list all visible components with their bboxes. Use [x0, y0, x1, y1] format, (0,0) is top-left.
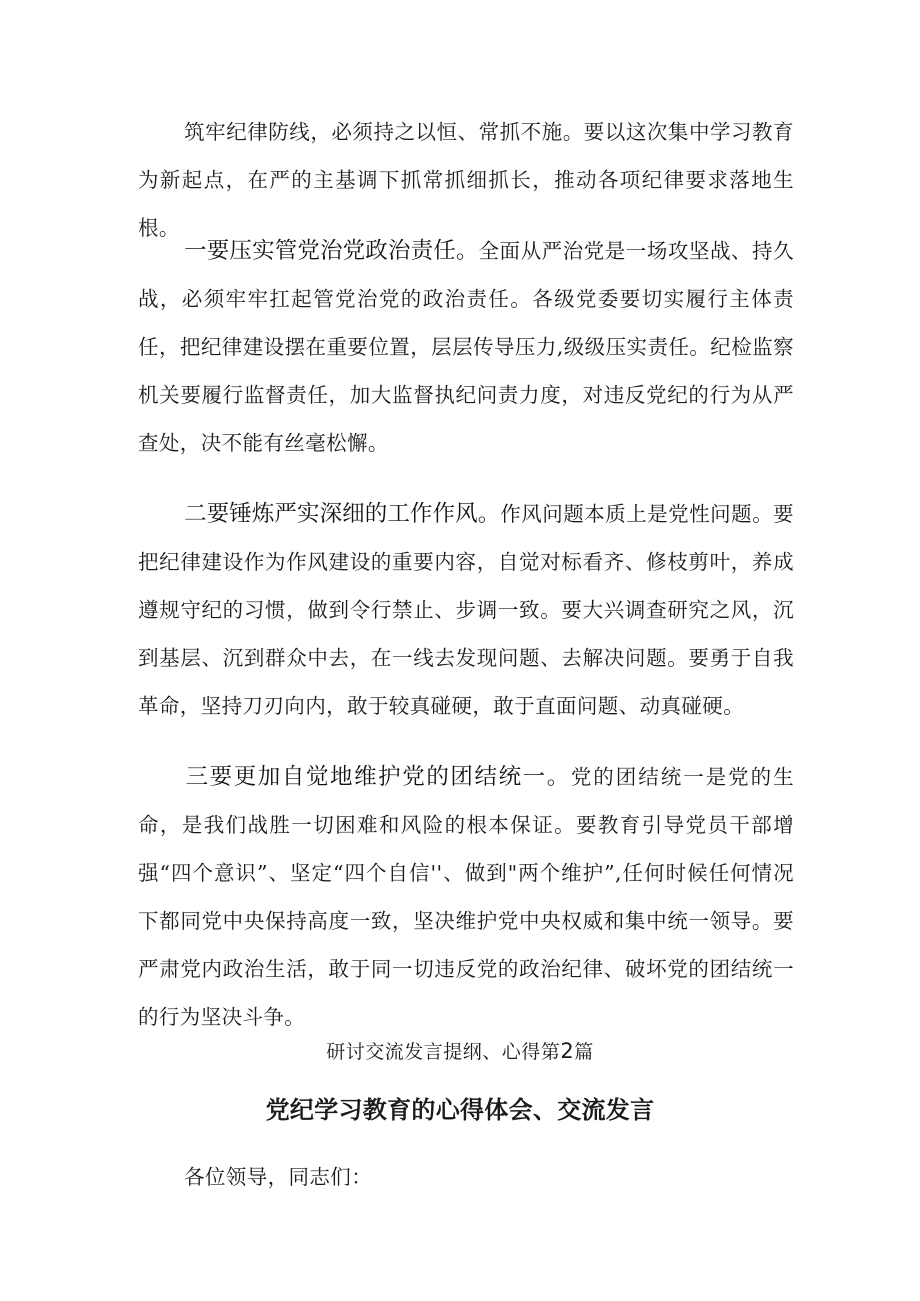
salutation: 各位领导，同志们：	[184, 1165, 373, 1189]
paragraph-text: 作风问题本质上是党性问题。要把纪律建设作为作风建设的重要内容，自觉对标看齐、修枝剪叶，养成遵规守纪的习惯，做到令行禁止、步调一致。要大兴调查研究之风，沉到基层、沉到群众中去，在一线去发现问题、去解决问题。要勇于自我革命，坚持刀刃向内，敢于较真碰硬，敢于直面问题、动真碰硬。	[138, 502, 794, 718]
document-title: 党纪学习教育的心得体会、交流发言	[265, 1096, 655, 1124]
paragraph-text: 筑牢纪律防线，必须持之以恒、常抓不施。要以这次集中学习教育为新起点，在严的主基调下抓常抓细抓长，推动各项纪律要求落地生根。	[138, 120, 794, 240]
paragraph-lead-heading: 一要压实管党治党政治责任。	[184, 238, 479, 264]
section-number: 2	[560, 1039, 575, 1063]
paragraph-point-two	[138, 490, 794, 730]
paragraph-point-three	[138, 753, 794, 1041]
paragraph-point-one	[138, 227, 794, 467]
paragraph-lead-heading: 二要锤炼严实深细的工作作风。	[184, 501, 501, 527]
paragraph-text: 党的团结统一是党的生命，是我们战胜一切困难和风险的根本保证。要教育引导党员干部增强“四个意识”、坚定“四个自信''、做到"两个维护”,任何时候任何情况下都同党中央保持高度一致，坚决维护党中央权威和集中统一领导。要严肃党内政治生活，敢于同一切违反党的政治纪律、破坏党的团结统一的行为坚决斗争。	[138, 765, 794, 1029]
paragraph-lead-heading: 三要更加自觉地维护党的团结统一。	[184, 764, 571, 790]
section-suffix: 篇	[574, 1041, 594, 1063]
paragraph-text: 全面从严治党是一场攻坚战、持久战，必须牢牢扛起管党治党的政治责任。各级党委要切实履行主体责任，把纪律建设摆在重要位置，层层传导压力,级级压实责任。纪检监察机关要履行监督责任，加大监督执纪问责力度，对违反党纪的行为从严查处，决不能有丝毫松懈。	[138, 239, 794, 455]
section-label-text: 研讨交流发言提纲、心得第	[326, 1041, 561, 1063]
section-label	[0, 1037, 920, 1064]
